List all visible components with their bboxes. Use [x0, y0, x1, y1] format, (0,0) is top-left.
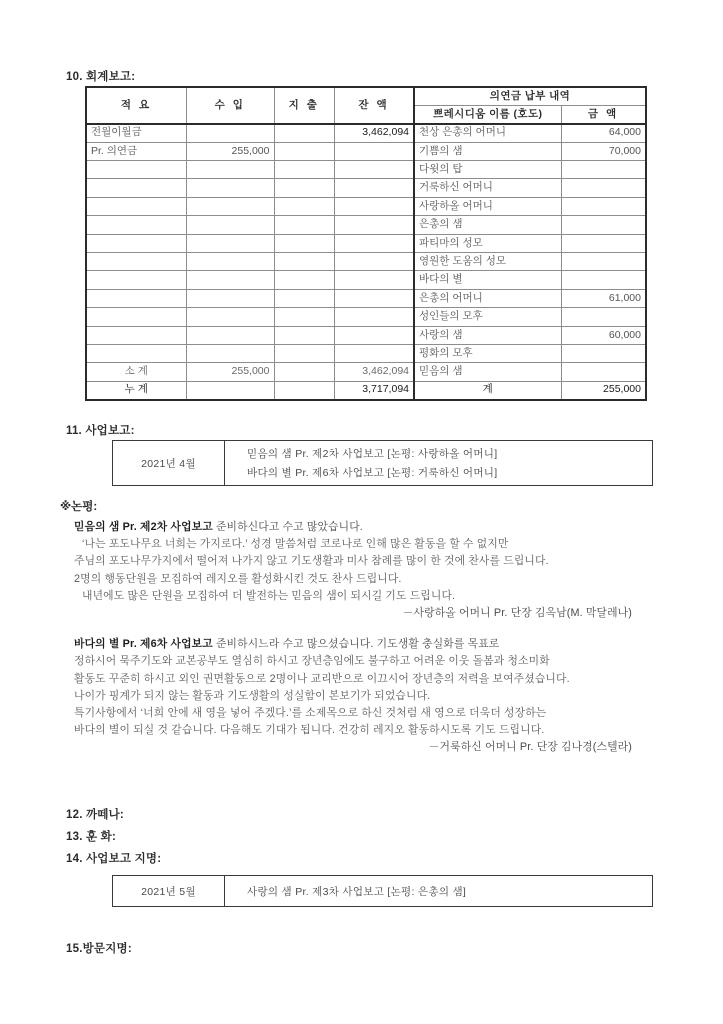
commentary-2-lead-bold: 바다의 별 Pr. 제6차 사업보고	[74, 638, 213, 651]
cell-expense	[274, 381, 334, 399]
commentary-2-signature: －거룩하신 어머니 Pr. 단장 김나경(스텔라)	[428, 741, 632, 754]
cell-balance	[334, 271, 414, 289]
table-row-total	[86, 381, 646, 399]
commentary-2-lead-rest: 준비하시느라 수고 많으셨습니다. 기도생활 충실화를 목표로	[212, 638, 500, 651]
table-row	[86, 142, 646, 160]
cell-balance	[334, 326, 414, 344]
cell-expense	[274, 234, 334, 252]
commentary-2-line-2: 활동도 꾸준히 하시고 외인 권면활동으로 2명이나 교리반으로 이끄시어 장년층의 저력을 보여주셨습니다.	[74, 672, 570, 685]
table-row	[86, 216, 646, 234]
table-row	[86, 271, 646, 289]
commentary-1-line-2: 주님의 포도나무가지에서 떨어져 나가지 않고 기도생활과 미사 참례를 많이 한 것에 찬사를 드립니다.	[74, 555, 549, 568]
report-box-may-lines	[225, 876, 652, 906]
table-header	[86, 87, 646, 124]
table-row-subtotal	[86, 363, 646, 381]
cell-presidium: 기쁨의 샘	[414, 142, 561, 160]
commentary-2-line-1: 정하시어 묵주기도와 교본공부도 열심히 하시고 장년층임에도 불구하고 어려운 이웃 돌봄과 청소미화	[74, 655, 550, 668]
cell-expense	[274, 308, 334, 326]
cell-balance: 3,717,094	[334, 381, 414, 399]
col-header-balance: 잔 액	[334, 87, 414, 124]
cell-summary: Pr. 의연금	[86, 142, 186, 160]
cell-presidium: 평화의 모후	[414, 344, 561, 362]
cell-income	[186, 124, 274, 142]
col-header-expense: 지 출	[274, 87, 334, 124]
cell-amount: 64,000	[561, 124, 646, 142]
cell-balance	[334, 234, 414, 252]
cell-summary: 소 계	[86, 363, 186, 381]
table-row	[86, 344, 646, 362]
cell-summary	[86, 216, 186, 234]
col-header-group-donation: 의연금 납부 내역	[414, 87, 646, 105]
col-header-amount: 금 액	[561, 105, 646, 123]
table-row	[86, 161, 646, 179]
section-heading-allocutio: 13. 훈 화:	[66, 831, 117, 843]
commentary-title: ※논평:	[60, 501, 98, 513]
cell-income	[186, 161, 274, 179]
commentary-group-1	[60, 519, 680, 622]
commentary-2-line-5: 바다의 별이 되실 것 같습니다. 다음해도 기대가 됩니다. 건강히 레지오 활동하시도록 기도 드립니다.	[74, 724, 545, 737]
cell-income	[186, 234, 274, 252]
cell-summary	[86, 234, 186, 252]
report-box-april-line-2: 바다의 별 Pr. 제6차 사업보고 [논평: 거룩하신 어머니]	[247, 467, 498, 479]
section-heading-visitation: 15.방문지명:	[66, 943, 132, 955]
cell-expense	[274, 271, 334, 289]
cell-amount: 70,000	[561, 142, 646, 160]
cell-presidium: 믿음의 샘	[414, 363, 561, 381]
cell-balance	[334, 197, 414, 215]
report-box-april-line-1: 믿음의 샘 Pr. 제2차 사업보고 [논평: 사랑하올 어머니]	[247, 448, 498, 460]
cell-income	[186, 289, 274, 307]
table-body	[86, 124, 646, 400]
cell-summary	[86, 197, 186, 215]
cell-expense	[274, 216, 334, 234]
cell-amount	[561, 344, 646, 362]
cell-summary	[86, 253, 186, 271]
cell-expense	[274, 142, 334, 160]
cell-presidium: 성인들의 모후	[414, 308, 561, 326]
report-box-april-date: 2021년 4월	[113, 441, 225, 485]
section-heading-business-report: 11. 사업보고:	[66, 425, 135, 437]
cell-amount	[561, 253, 646, 271]
cell-amount	[561, 234, 646, 252]
cell-income	[186, 344, 274, 362]
cell-summary: 누 계	[86, 381, 186, 399]
cell-balance	[334, 142, 414, 160]
accounting-table-wrapper	[85, 86, 645, 401]
cell-balance: 3,462,094	[334, 124, 414, 142]
cell-presidium: 거룩하신 어머니	[414, 179, 561, 197]
table-row	[86, 253, 646, 271]
cell-amount	[561, 216, 646, 234]
cell-presidium: 바다의 별	[414, 271, 561, 289]
cell-summary	[86, 289, 186, 307]
report-box-may-date: 2021년 5월	[113, 876, 225, 906]
cell-expense	[274, 344, 334, 362]
commentary-1-line-1: ‘나는 포도나무요 너희는 가지로다.’ 성경 말씀처럼 코로나로 인해 많은 활동을 할 수 없지만	[82, 538, 509, 551]
cell-income	[186, 308, 274, 326]
commentary-group-2	[60, 636, 680, 756]
cell-presidium: 파티마의 성모	[414, 234, 561, 252]
cell-income	[186, 253, 274, 271]
col-header-presidium: 쁘레시디움 이름 (호도)	[414, 105, 561, 123]
cell-income	[186, 179, 274, 197]
section-heading-catena: 12. 까떼나:	[66, 809, 124, 821]
cell-income	[186, 271, 274, 289]
col-header-summary: 적 요	[86, 87, 186, 124]
commentary-block	[60, 498, 680, 771]
cell-amount	[561, 308, 646, 326]
cell-summary: 전월이월금	[86, 124, 186, 142]
cell-balance: 3,462,094	[334, 363, 414, 381]
cell-presidium: 계	[414, 381, 561, 399]
table-row	[86, 326, 646, 344]
table-row	[86, 234, 646, 252]
cell-balance	[334, 216, 414, 234]
commentary-1-lead	[60, 519, 680, 536]
cell-expense	[274, 363, 334, 381]
cell-balance	[334, 308, 414, 326]
cell-balance	[334, 161, 414, 179]
cell-expense	[274, 197, 334, 215]
cell-income	[186, 197, 274, 215]
table-row	[86, 308, 646, 326]
accounting-table	[85, 86, 647, 401]
commentary-1-line-3: 2명의 행동단원을 모집하여 레지오를 활성화시킨 것도 찬사 드립니다.	[74, 572, 402, 585]
cell-amount: 61,000	[561, 289, 646, 307]
cell-income	[186, 326, 274, 344]
cell-amount	[561, 271, 646, 289]
report-box-may	[112, 875, 653, 907]
cell-balance	[334, 289, 414, 307]
table-row	[86, 197, 646, 215]
cell-expense	[274, 179, 334, 197]
report-box-april-lines	[225, 441, 652, 485]
cell-presidium: 은총의 어머니	[414, 289, 561, 307]
cell-income	[186, 216, 274, 234]
report-box-april	[112, 440, 653, 486]
commentary-2-line-3: 나이가 핑계가 되지 않는 활동과 기도생활의 성실함이 본보기가 되었습니다.	[74, 689, 431, 702]
cell-expense	[274, 289, 334, 307]
cell-presidium: 천상 은총의 어머니	[414, 124, 561, 142]
cell-presidium: 사랑의 샘	[414, 326, 561, 344]
cell-amount: 255,000	[561, 381, 646, 399]
commentary-1-lead-bold: 믿음의 샘 Pr. 제2차 사업보고	[74, 521, 213, 533]
cell-amount	[561, 179, 646, 197]
cell-amount	[561, 363, 646, 381]
cell-expense	[274, 124, 334, 142]
cell-balance	[334, 253, 414, 271]
cell-expense	[274, 326, 334, 344]
table-row	[86, 124, 646, 142]
report-box-may-line-1: 사랑의 샘 Pr. 제3차 사업보고 [논평: 은총의 샘]	[247, 885, 467, 898]
cell-summary	[86, 344, 186, 362]
cell-balance	[334, 344, 414, 362]
cell-summary	[86, 179, 186, 197]
cell-presidium: 영원한 도움의 성모	[414, 253, 561, 271]
commentary-2-line-4: 특기사항에서 ‘너희 안에 새 영을 넣어 주겠다.’를 소제목으로 하신 것처럼 새 영으로 더욱더 성장하는	[74, 707, 547, 720]
cell-summary	[86, 271, 186, 289]
cell-summary	[86, 308, 186, 326]
section-heading-report-assignment: 14. 사업보고 지명:	[66, 853, 162, 865]
col-header-income: 수 입	[186, 87, 274, 124]
section-heading-accounting: 10. 회계보고:	[66, 71, 136, 83]
cell-expense	[274, 161, 334, 179]
cell-presidium: 사랑하올 어머니	[414, 197, 561, 215]
commentary-1-signature: －사랑하올 어머니 Pr. 단장 김옥남(M. 막달레나)	[402, 607, 632, 620]
cell-presidium: 은총의 샘	[414, 216, 561, 234]
cell-amount	[561, 197, 646, 215]
cell-summary	[86, 161, 186, 179]
commentary-1-line-4: 내년에도 많은 단원을 모집하여 더 발전하는 믿음의 샘이 되시길 기도 드립니다.	[82, 589, 456, 602]
cell-income: 255,000	[186, 142, 274, 160]
cell-presidium: 다윗의 탑	[414, 161, 561, 179]
commentary-1-lead-rest: 준비하신다고 수고 많았습니다.	[212, 521, 363, 533]
cell-income: 255,000	[186, 363, 274, 381]
cell-income	[186, 381, 274, 399]
cell-balance	[334, 179, 414, 197]
cell-amount: 60,000	[561, 326, 646, 344]
table-row	[86, 289, 646, 307]
cell-summary	[86, 326, 186, 344]
cell-amount	[561, 161, 646, 179]
commentary-2-lead	[60, 636, 680, 653]
table-row	[86, 179, 646, 197]
cell-expense	[274, 253, 334, 271]
